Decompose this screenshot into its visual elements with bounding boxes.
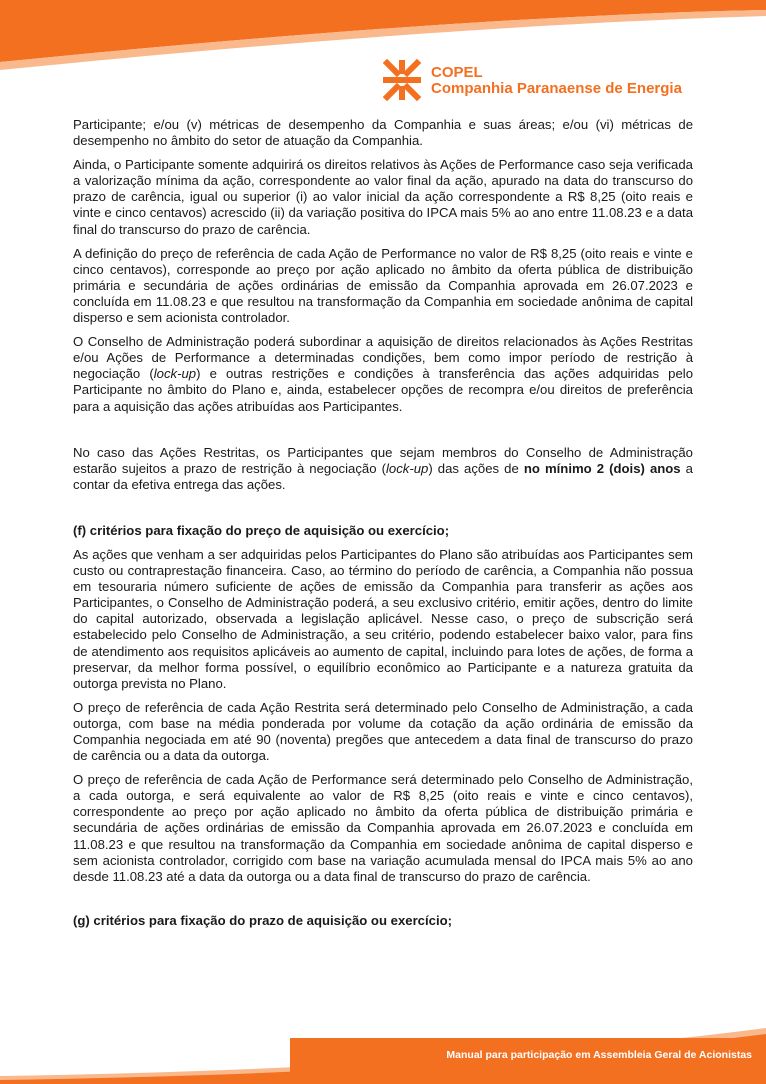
paragraph-5-part-b: ) das ações de	[428, 460, 524, 476]
spacer	[73, 501, 693, 523]
paragraph-2: Ainda, o Participante somente adquirirá os direitos relativos às Ações de Performance caso seja verificada a valorização mínima da ação, correspondente ao valor final da ação, apurado na data do transcurso do prazo de carência, igual ou superior (i) ao valor inicial da ação correspondente a R$ 8,25 (oito reais e vinte e cinco centavos) acrescido (ii) da variação positiva do IPCA mais 5% ao ano entre 11.08.23 e a data final do transcurso do prazo de carência.	[73, 157, 693, 237]
paragraph-6: As ações que venham a ser adquiridas pelos Participantes do Plano são atribuídas aos Participantes sem custo ou contraprestação financeira. Caso, ao término do período de carência, a Companhia não possua em tesouraria número suficiente de ações de emissão da Companhia para transferir as ações aos Participantes, o Conselho de Administração poderá, a seu exclusivo critério, emitir ações, dentro do limite do capital autorizado, observada a legislação aplicável. Nesse caso, o preço de subscrição será estabelecido pelo Conselho de Administração, a seu critério, podendo estabelecer baixo valor, para fins de atendimento aos requisitos aplicáveis ao aumento de capital, incluindo para lotes de ações, de forma a preservar, da melhor forma possível, o equilíbrio econômico ao Participante e a natureza gratuita da outorga prevista no Plano.	[73, 546, 693, 691]
paragraph-5-bold: no mínimo 2 (dois) anos	[523, 460, 681, 476]
spacer	[73, 893, 693, 913]
paragraph-7: O preço de referência de cada Ação Restrita será determinado pelo Conselho de Administração, a cada outorga, com base na média ponderada por volume da cotação da ação ordinária de emissão da Companhia negociada em até 90 (noventa) pregões que antecedem a data final de transcurso do prazo de carência ou a data da outorga.	[73, 699, 693, 764]
paragraph-8: O preço de referência de cada Ação de Performance será determinado pelo Conselho de Administração, a cada outorga, e será equivalente ao valor de R$ 8,25 (oito reais e vinte e cinco centavos), correspondente ao preço por ação aplicado no âmbito da oferta pública de distribuição primária e secundária de ações ordinárias de emissão da Companhia aprovada em 26.07.2023 e concluída em 11.08.23 e que resultou na transformação da Companhia em sociedade anônima de capital disperso e sem acionista controlador, corrigido com base na variação acumulada mensal do IPCA mais 5% ao ano desde 11.08.23 até a data da outorga ou a data final de transcurso do prazo de carência.	[73, 772, 693, 884]
paragraph-3: A definição do preço de referência de cada Ação de Performance no valor de R$ 8,25 (oito reais e vinte e cinco centavos), corresponde ao preço por ação aplicado no âmbito da oferta pública de distribuição primária e secundária de ações ordinárias de emissão da Companhia aprovada em 26.07.2023 e concluída em 11.08.23 e que resultou na transformação da Companhia em sociedade anônima de capital disperso e sem acionista controlador.	[73, 245, 693, 326]
paragraph-4-part-a: O Conselho de Administração poderá subordinar a aquisição de direitos relacionados às Ações Restritas e/ou Ações de Performance a determinadas condições, bem como impor período de restrição à negociação (	[73, 334, 693, 382]
paragraph-5-part-c: a contar da efetiva entrega das ações.	[73, 460, 693, 492]
paragraph-5-part-a: No caso das Ações Restritas, os Participantes que sejam membros do Conselho de Administração estarão sujeitos a prazo de restrição à negociação (	[73, 444, 693, 476]
document-body	[73, 117, 693, 937]
spacer	[73, 423, 693, 445]
section-heading-g: (g) critérios para fixação do prazo de aquisição ou exercício;	[73, 912, 452, 928]
footer-text: Manual para participação em Assembleia Geral de Acionistas	[446, 1049, 752, 1061]
paragraph-5	[73, 445, 693, 493]
section-heading-f: (f) critérios para fixação do preço de aquisição ou exercício;	[73, 522, 450, 538]
brand-full-name: Companhia Paranaense de Energia	[431, 80, 682, 97]
brand-name: COPEL	[431, 64, 483, 81]
copel-logo-icon	[382, 59, 422, 101]
paragraph-1: Participante; e/ou (v) métricas de desempenho da Companhia e suas áreas; e/ou (vi) métricas de desempenho no âmbito do setor de atuação da Companhia.	[73, 117, 693, 149]
copel-logo	[382, 59, 702, 103]
paragraph-4-italic: lock-up	[153, 366, 197, 382]
paragraph-5-italic: lock-up	[385, 460, 429, 476]
paragraph-4	[73, 334, 693, 414]
paragraph-4-part-b: ) e outras restrições e condições à transferência das ações adquiridas pelo Participante no âmbito do Plano e, ainda, estabelecer opções de recompra e/ou direitos de preferência para a aquisição das ações atribuídas aos Participantes.	[73, 366, 693, 414]
